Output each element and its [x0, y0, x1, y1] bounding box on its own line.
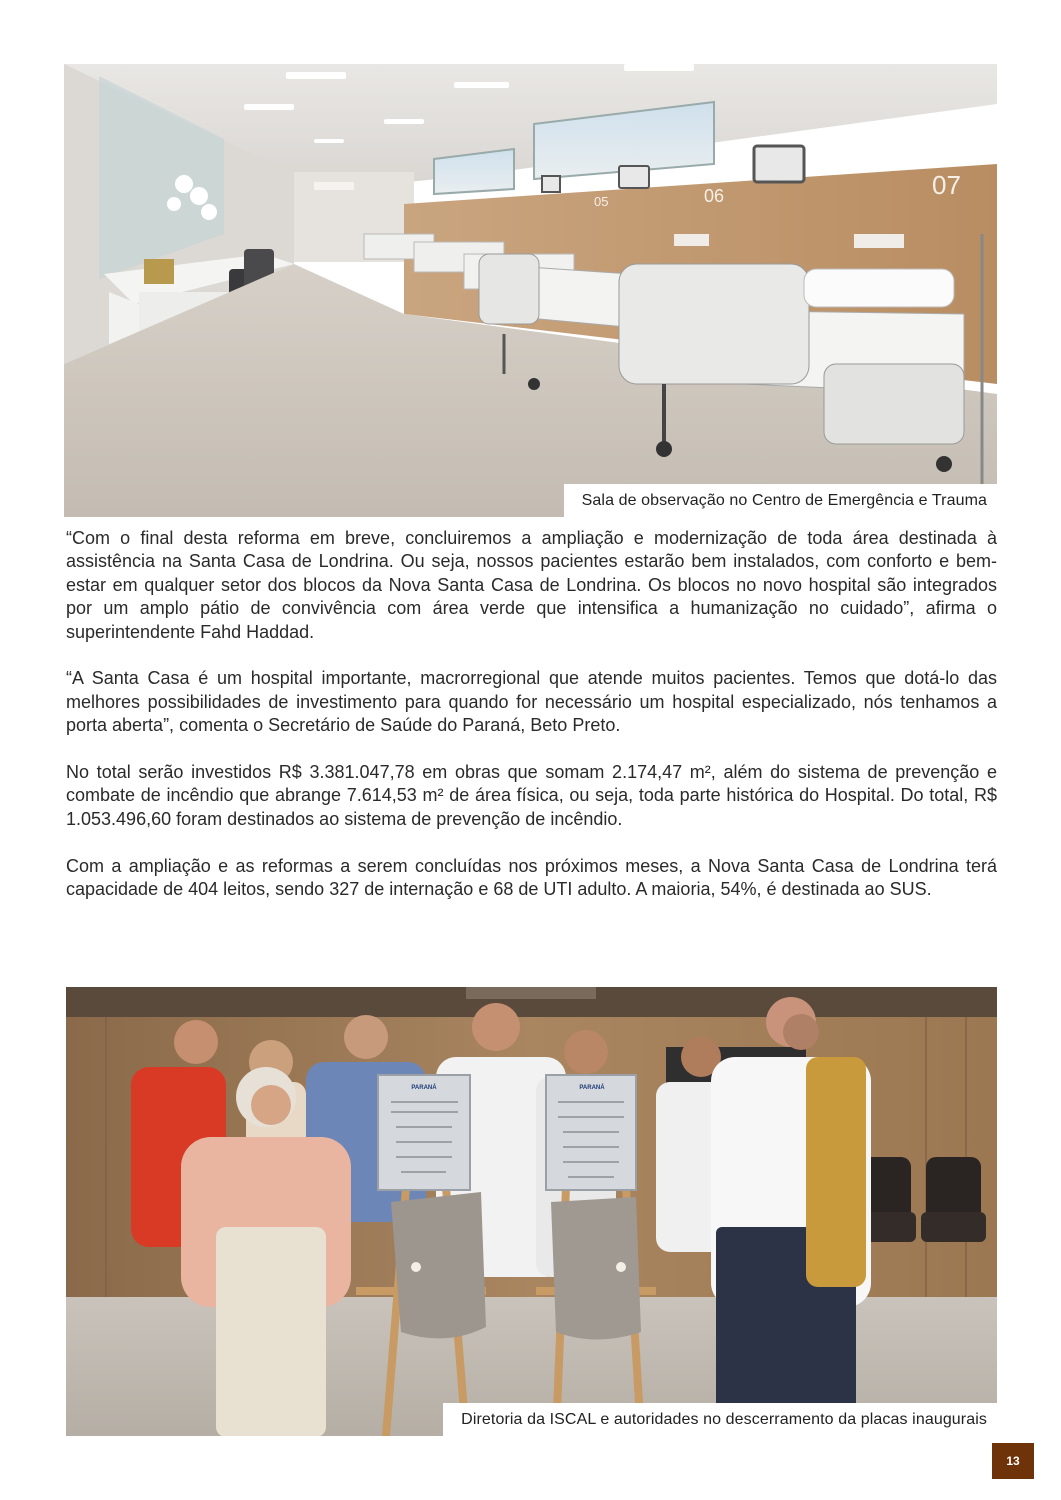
- paragraph-3: No total serão investidos R$ 3.381.047,78 em obras que somam 2.174,47 m², além do sistema de prevenção e combate de incêndio que abrange 7.614,53 m² de área física, ou seja, toda parte histórica do Hospital. Do total, R$ 1.053.496,60 foram destinados ao sistema de prevenção de incêndio.: [66, 762, 997, 829]
- bed-number-07: 07: [932, 170, 961, 200]
- article-body: [66, 527, 997, 925]
- bed-number-06: 06: [704, 186, 725, 206]
- photo-plaque-unveiling: [66, 987, 997, 1436]
- page-number: 13: [992, 1443, 1034, 1479]
- observation-room-illustration: [64, 64, 997, 517]
- paragraph-1: “Com o final desta reforma em breve, concluiremos a ampliação e modernização de toda área destinada à assistência na Santa Casa de Londrina. Ou seja, nossos pacientes estarão bem instalados, com conforto e bem-estar em qualquer setor dos blocos da Nova Santa Casa de Londrina. Os blocos no novo hospital são integrados por um amplo pátio de convivência com área verde que intensifica a humanização no cuidado”, afirma o superintendente Fahd Haddad.: [66, 528, 997, 642]
- plaque-left-brand: PARANÁ: [411, 1085, 437, 1091]
- bed-number-05: 05: [594, 194, 609, 209]
- plaque-right-brand: PARANÁ: [579, 1085, 605, 1091]
- plaque-unveiling-illustration: [66, 987, 997, 1436]
- photo-observation-room: [64, 64, 997, 517]
- photo-caption-top: Sala de observação no Centro de Emergência e Trauma: [564, 484, 997, 517]
- paragraph-2: “A Santa Casa é um hospital importante, macrorregional que atende muitos pacientes. Temos que dotá-lo das melhores possibilidades de investimento para quando for necessário um hospital especializado, nós tenhamos a porta aberta”, comenta o Secretário de Saúde do Paraná, Beto Preto.: [66, 668, 997, 736]
- photo-caption-bottom: Diretoria da ISCAL e autoridades no descerramento da placas inaugurais: [443, 1403, 997, 1436]
- paragraph-4: Com a ampliação e as reformas a serem concluídas nos próximos meses, a Nova Santa Casa de Londrina terá capacidade de 404 leitos, sendo 327 de internação e 68 de UTI adulto. A maioria, 54%, é destinada ao SUS.: [66, 855, 997, 900]
